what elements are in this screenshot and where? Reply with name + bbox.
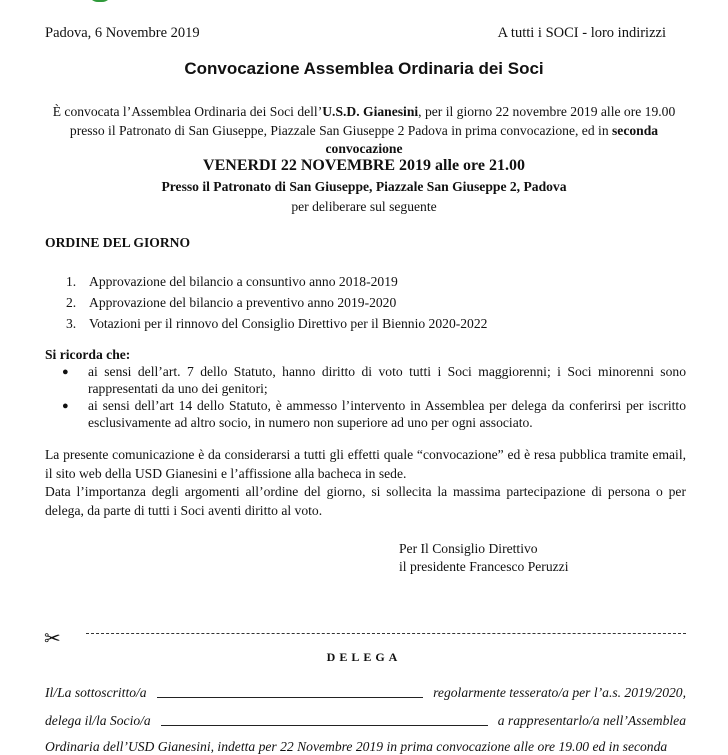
delega-row-2 [45,711,686,729]
delega-row-1 [45,683,686,701]
agenda-item-text: Approvazione del bilancio a consuntivo anno 2018-2019 [89,274,398,289]
signature-line-1: Per Il Consiglio Direttivo [399,541,538,556]
communication-paragraph: La presente comunicazione è da considerarsi a tutti gli effetti quale “convocazione” ed è resa pubblica tramite email, il sito web della USD Gianesini e l’affissione alla bacheca in sede. [45,447,686,481]
second-call-purpose: per deliberare sul seguente [291,199,437,214]
delega-title: DELEGA [326,650,402,664]
represent-label: a rappresentarlo/a nell’Assemblea [497,713,686,728]
reminder-list [62,363,686,431]
agenda-item-text: Approvazione del bilancio a preventivo anno 2019-2020 [89,295,397,310]
agenda-item-text: Votazioni per il rinnovo del Consiglio Direttivo per il Biennio 2020-2022 [89,316,488,331]
second-call-label: seconda convocazione [325,122,659,156]
agenda-item [66,292,487,313]
second-call-datetime: VENERDI 22 NOVEMBRE 2019 alle ore 21.00 [203,157,525,174]
scissors-icon: ✂ [44,628,61,650]
reminder-item [62,363,686,397]
recipients: A tutti i SOCI - loro indirizzi [497,25,666,41]
cut-line [86,633,686,634]
importance-paragraph: Data l’importanza degli argomenti all’ordine del giorno, si sollecita la massima partecipazione di persona o per delega, da parte di tutti i Soci aventi diritto al voto. [45,484,686,518]
signature-block [399,540,568,576]
page-title: Convocazione Assemblea Ordinaria dei Soci [184,59,544,78]
intro-text-2: , per il giorno 22 novembre 2019 alle ore 19.00 presso il Patronato di San Giuseppe, Piazzale San Giuseppe 2 Padova in prima convocazione, ed in [69,104,676,138]
reminder-text: ai sensi dell’art. 7 dello Statuto, hanno diritto di voto tutti i Soci maggiorenni; i Soci minorenni sono rappresentati da uno dei genitori; [88,364,686,396]
agenda-item [66,271,487,292]
bullet-icon: ● [62,400,69,412]
delegate-label: delega il/la Socio/a [45,713,151,728]
intro-paragraph [45,103,683,159]
place-date: Padova, 6 Novembre 2019 [45,25,200,41]
delegator-name-field[interactable] [157,683,424,698]
club-logo [88,0,112,2]
delegate-name-field[interactable] [161,711,488,726]
agenda-item-number: 3. [66,316,77,331]
bullet-icon: ● [62,366,69,378]
reminder-item [62,397,686,431]
second-call-place: Presso il Patronato di San Giuseppe, Piazzale San Giuseppe 2, Padova [161,179,567,194]
agenda-item-number: 1. [66,274,77,289]
agenda-item-number: 2. [66,295,77,310]
delega-row-3: Ordinaria dell’USD Gianesini, indetta per 22 Novembre 2019 in prima convocazione alle ore 19.00 ed in seconda [45,739,668,754]
signature-line-2: il presidente Francesco Peruzzi [399,559,569,574]
agenda-list [66,271,487,334]
reminder-heading: Si ricorda che: [45,347,131,362]
delegator-label: Il/La sottoscritto/a [45,685,147,700]
agenda-heading: ORDINE DEL GIORNO [45,235,191,250]
agenda-item [66,313,487,334]
intro-text-1: È convocata l’Assemblea Ordinaria dei Soci dell’ [52,104,323,119]
reminder-text: ai sensi dell’art 14 dello Statuto, è ammesso l’intervento in Assemblea per delega da conferirsi per iscritto esclusivamente ad altro socio, in numero non superiore ad uno per ogni associato. [88,398,686,430]
membership-label: regolarmente tesserato/a per l’a.s. 2019/2020, [433,685,686,700]
club-name: U.S.D. Gianesini [322,104,419,119]
